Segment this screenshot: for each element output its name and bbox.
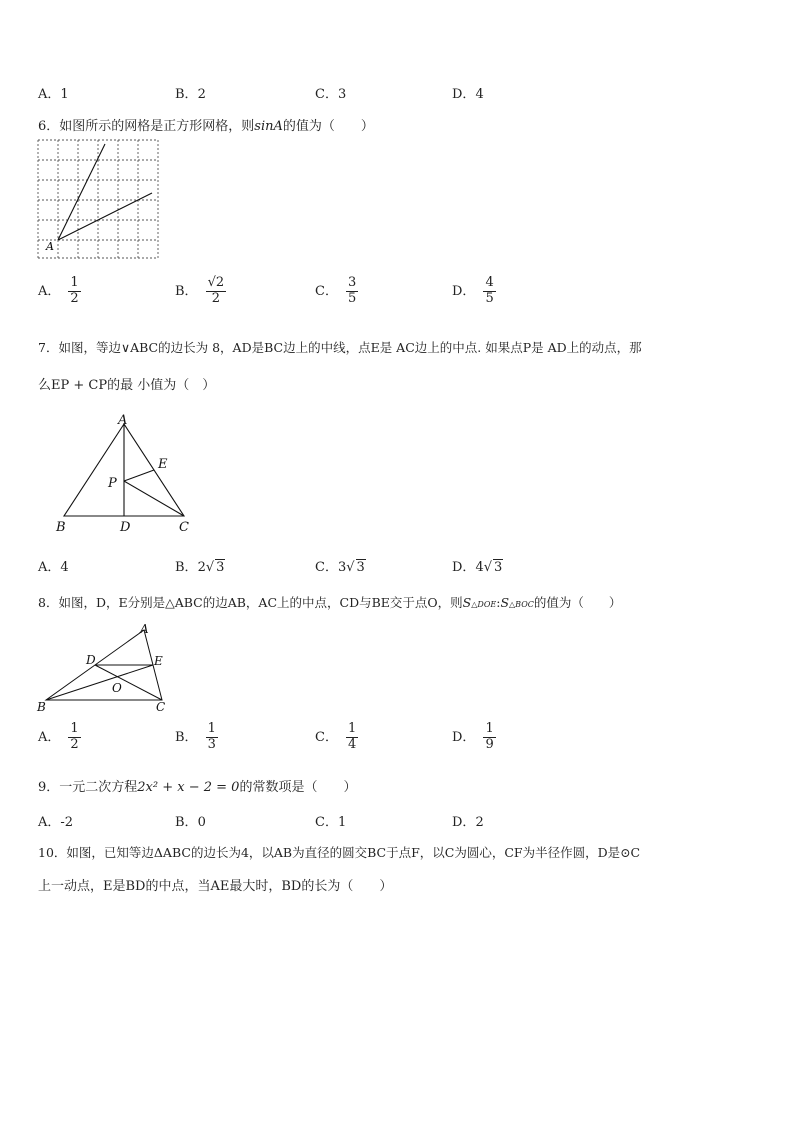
q9-option-d: D．2 bbox=[452, 815, 484, 830]
q6-option-c: C． $\frac{3}{5}$ bbox=[315, 275, 357, 306]
q7-segment-pe bbox=[124, 470, 154, 481]
q8-label-d: D bbox=[86, 653, 96, 667]
q6-option-a: A． $\frac{1}{2}$ bbox=[38, 275, 79, 306]
q10-stem-line2: 上一动点，E是BD的中点，当AE最大时，BD的长为（ ） bbox=[38, 879, 393, 894]
q9-option-a: A．-2 bbox=[38, 815, 74, 830]
q6-point-a: A bbox=[46, 240, 54, 253]
q7-segment-pc bbox=[124, 481, 184, 516]
q7-triangle-figure bbox=[52, 410, 202, 536]
q8-option-a: A． $\frac{1}{2}$ bbox=[38, 721, 79, 752]
q8-option-b: B． $\frac{1}{3}$ bbox=[175, 721, 216, 752]
q7-option-d: D．4√ 3 bbox=[452, 560, 503, 575]
q8-label-e: E bbox=[154, 654, 163, 668]
q6-option-b: B． $\frac{√2}{2}$ bbox=[175, 275, 225, 306]
q10-stem-line1: 10．如图，已知等边ΔABC的边长为4，以AB为直径的圆交BC于点F，以C为圆心，CF为半径作圆，D是⊙C bbox=[38, 845, 641, 860]
q8-label-b: B bbox=[37, 700, 46, 714]
q7-option-c: C．3√ 3 bbox=[315, 560, 365, 575]
q6-option-d: D． $\frac{4}{5}$ bbox=[452, 275, 494, 306]
q7-option-a: A．4 bbox=[38, 560, 69, 575]
q5-option-c: C．3 bbox=[315, 87, 347, 102]
q5-option-a: A．1 bbox=[38, 87, 69, 102]
q6-stem: 6．如图所示的网格是正方形网格，则sinA的值为（ ） bbox=[38, 119, 374, 134]
q8-option-d: D． $\frac{1}{9}$ bbox=[452, 721, 494, 752]
q8-option-c: C． $\frac{1}{4}$ bbox=[315, 721, 357, 752]
q8-stem: 8．如图，D，E分别是△ABC的边AB，AC上的中点，CD与BE交于点O，则S△DOE:S△BOC的值为（ ） bbox=[38, 595, 622, 610]
q7-label-d: D bbox=[120, 520, 131, 535]
q7-stem-line2: 么EP + CP的最 小值为（ ） bbox=[38, 378, 216, 393]
q9-option-c: C．1 bbox=[315, 815, 347, 830]
q7-label-c: C bbox=[179, 520, 189, 535]
q9-option-b: B．0 bbox=[175, 815, 206, 830]
q7-label-a: A bbox=[118, 413, 128, 428]
q8-label-c: C bbox=[156, 700, 166, 714]
q7-label-e: E bbox=[158, 457, 168, 472]
q8-triangle-figure bbox=[34, 620, 174, 714]
q9-stem: 9．一元二次方程2x² + x − 2 = 0的常数项是（ ） bbox=[38, 780, 357, 795]
q6-grid-figure bbox=[36, 138, 160, 262]
q8-label-a: A bbox=[140, 622, 149, 636]
q7-label-b: B bbox=[56, 520, 66, 535]
q7-label-p: P bbox=[108, 476, 117, 491]
q8-segment-cd bbox=[95, 665, 162, 700]
q7-stem-line1: 7．如图，等边∨ABC的边长为 8，AD是BC边上的中线，点E是 AC边上的中点. 如果点P是 AD上的动点，那 bbox=[38, 340, 642, 355]
q7-option-b: B．2√ 3 bbox=[175, 560, 225, 575]
q8-segment-be bbox=[46, 665, 153, 700]
q5-option-b: B．2 bbox=[175, 87, 206, 102]
q5-option-d: D．4 bbox=[452, 87, 484, 102]
q8-label-o: O bbox=[112, 681, 122, 695]
